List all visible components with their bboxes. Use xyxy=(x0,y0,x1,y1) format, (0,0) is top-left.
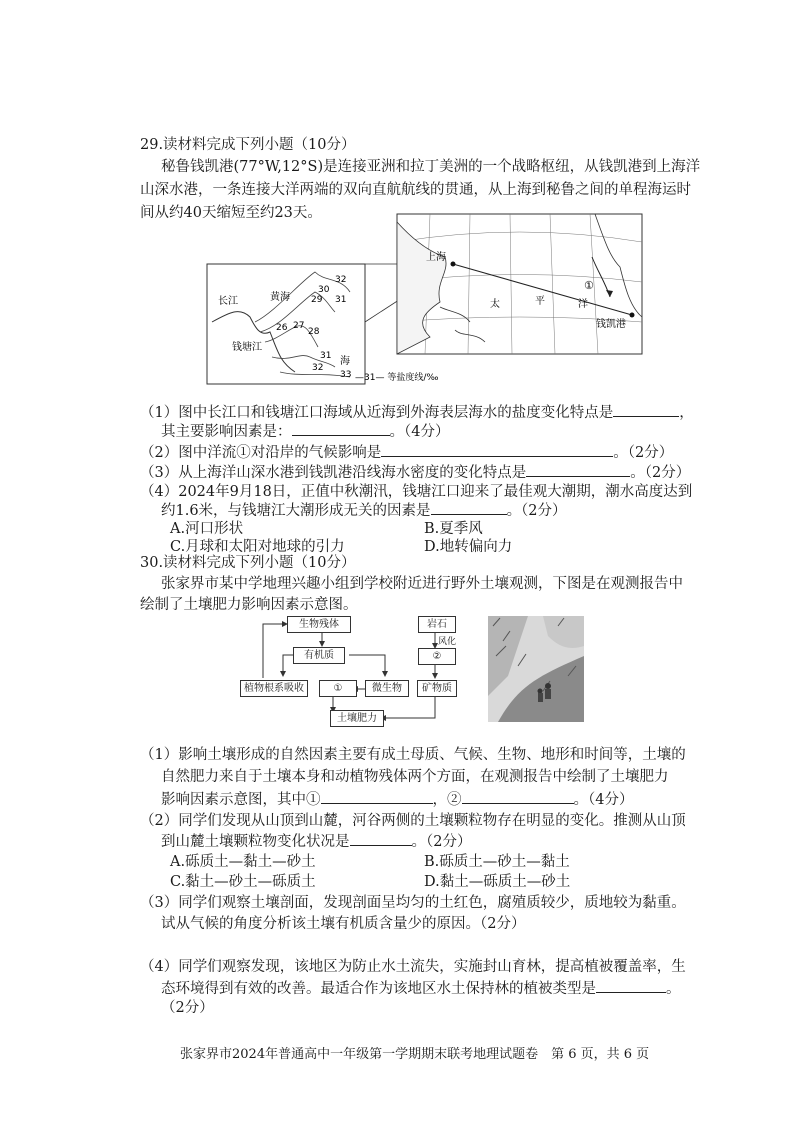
label-ping: 平 xyxy=(535,296,545,307)
q29-sub4-line1: （4）2024年9月18日，正值中秋潮汛，钱塘江口迎来了最佳观大潮期，潮水高度达到 xyxy=(140,484,693,500)
answer-blank[interactable] xyxy=(596,978,666,993)
box-rock: 岩石 xyxy=(418,616,456,633)
q29-sub3: （3）从上海洋山深水港到钱凯港沿线海水密度的变化特点是 。（2分） xyxy=(140,462,690,483)
answer-blank[interactable] xyxy=(462,789,574,804)
q30-sub2-line2: 到山麓土壤颗粒物变化状况是 。（2分） xyxy=(161,831,471,852)
answer-blank[interactable] xyxy=(292,421,390,436)
isoline-label: 28 xyxy=(308,327,320,337)
answer-blank[interactable] xyxy=(321,789,433,804)
label-qiankai: 钱凯港 xyxy=(596,319,626,330)
label-huanghai: 黄海 xyxy=(270,292,290,303)
q30-sub1-line3: 影响因素示意图，其中① ，② 。（4分） xyxy=(161,789,633,810)
box-blank-1: ① xyxy=(319,680,357,697)
slope-photo xyxy=(488,616,584,722)
q30-sub4-line2: 态环境得到有效的改善。最适合作为该地区水土保持林的植被类型是 。 xyxy=(161,978,681,999)
q30-intro-line2: 绘制了土壤肥力影响因素示意图。 xyxy=(140,597,358,613)
q29-option-d[interactable]: D.地转偏向力 xyxy=(424,539,513,555)
answer-blank[interactable] xyxy=(381,442,613,457)
qiankai-dot xyxy=(630,313,635,318)
q30-sub3-line2: 试从气候的角度分析该土壤有机质含量少的原因。（2分） xyxy=(161,916,526,932)
q30-sub1-line1: （1）影响土壤形成的自然因素主要有成土母质、气候、生物、地形和时间等，土壤的 xyxy=(140,747,686,763)
label-tai: 太 xyxy=(490,299,500,310)
q29-heading: 29.读材料完成下列小题（10分） xyxy=(140,137,356,153)
isoline-label: 33 xyxy=(340,370,352,380)
q30-option-b[interactable]: B.砾质土—砂土—黏土 xyxy=(424,854,570,870)
shanghai-dot xyxy=(451,262,456,267)
q29-intro-line3: 间从约40天缩短至约23天。 xyxy=(140,205,322,221)
label-changjiang: 长江 xyxy=(218,296,238,307)
isoline-label: 32 xyxy=(312,363,324,373)
label-weathering: 风化 xyxy=(438,637,457,647)
page-footer: 张家界市2024年普通高中一年级第一学期期末联考地理试题卷 第 6 页，共 6 页 xyxy=(180,1047,650,1062)
answer-blank[interactable] xyxy=(613,402,679,417)
label-yang: 洋 xyxy=(578,299,588,310)
soil-fertility-diagram xyxy=(235,612,475,737)
answer-blank[interactable] xyxy=(350,831,412,846)
isoline-label: 31 xyxy=(320,351,332,361)
answer-blank[interactable] xyxy=(431,500,507,515)
box-mineral: 矿物质 xyxy=(417,680,457,697)
q29-sub4-line2: 约1.6米，与钱塘江大潮形成无关的因素是 。（2分） xyxy=(161,500,567,521)
box-biowaste: 生物残体 xyxy=(287,616,351,633)
legend-label: —31— 等盐度线/‰ xyxy=(355,373,439,383)
q29-option-a[interactable]: A.河口形状 xyxy=(170,521,244,537)
q30-option-a[interactable]: A.砾质土—黏土—砂土 xyxy=(170,854,316,870)
q29-map-figure xyxy=(200,212,650,392)
q30-sub3-line1: （3）同学们观察土壤剖面，发现剖面呈均匀的土红色，腐殖质较少，质地较为黏重。 xyxy=(140,895,686,911)
isoline-label: 29 xyxy=(311,295,323,305)
q30-sub2-line1: （2）同学们发现从山顶到山麓，河谷两侧的土壤颗粒物存在明显的变化。推测从山顶 xyxy=(140,813,686,829)
answer-blank[interactable] xyxy=(526,462,630,477)
q29-sub1-line1: （1）图中长江口和钱塘江口海域从近海到外海表层海水的盐度变化特点是 ， xyxy=(140,402,694,423)
label-hai: 海 xyxy=(340,356,350,367)
label-shanghai: 上海 xyxy=(426,252,446,263)
isoline-label: 32 xyxy=(335,275,347,285)
q29-sub1-line2: 其主要影响因素是： 。（4分） xyxy=(161,421,449,442)
isoline-label: 26 xyxy=(276,323,288,333)
q29-intro-line2: 山深水港，一条连接大洋两端的双向直航航线的贯通，从上海到秘鲁之间的单程海运时 xyxy=(140,182,691,198)
q29-sub2: （2）图中洋流①对沿岸的气候影响是 。（2分） xyxy=(140,442,673,463)
person-figure xyxy=(545,683,551,689)
q30-intro-line1: 张家界市某中学地理兴趣小组到学校附近进行野外土壤观测，下图是在观测报告中 xyxy=(161,576,683,592)
box-fertility: 土壤肥力 xyxy=(330,710,384,727)
isoline-label: 27 xyxy=(293,321,305,331)
isoline-label: 31 xyxy=(335,295,347,305)
q29-intro-line1: 秘鲁钱凯港(77°W,12°S)是连接亚洲和拉丁美洲的一个战略枢纽，从钱凯港到上海洋 xyxy=(161,159,701,175)
q30-option-c[interactable]: C.黏土—砂土—砾质土 xyxy=(170,874,316,890)
label-qiantang: 钱塘江 xyxy=(232,342,262,353)
q29-option-b[interactable]: B.夏季风 xyxy=(424,521,483,537)
label-current-1: ① xyxy=(584,279,594,292)
isoline-label: 30 xyxy=(318,285,330,295)
q29-option-c[interactable]: C.月球和太阳对地球的引力 xyxy=(170,539,345,555)
q30-heading: 30.读材料完成下列小题（10分） xyxy=(140,555,356,571)
q30-sub4-line3: （2分） xyxy=(161,1000,214,1016)
q30-sub4-line1: （4）同学们观察发现，该地区为防止水土流失，实施封山育林，提高植被覆盖率，生 xyxy=(140,959,686,975)
q30-option-d[interactable]: D.黏土—砾质土—砂土 xyxy=(424,874,571,890)
box-microbe: 微生物 xyxy=(365,680,409,697)
box-organic: 有机质 xyxy=(293,647,345,664)
box-blank-2: ② xyxy=(418,648,456,665)
box-root-absorb: 植物根系吸收 xyxy=(240,680,308,697)
q30-sub1-line2: 自然肥力来自于土壤本身和动植物残体两个方面，在观测报告中绘制了土壤肥力 xyxy=(161,769,669,785)
